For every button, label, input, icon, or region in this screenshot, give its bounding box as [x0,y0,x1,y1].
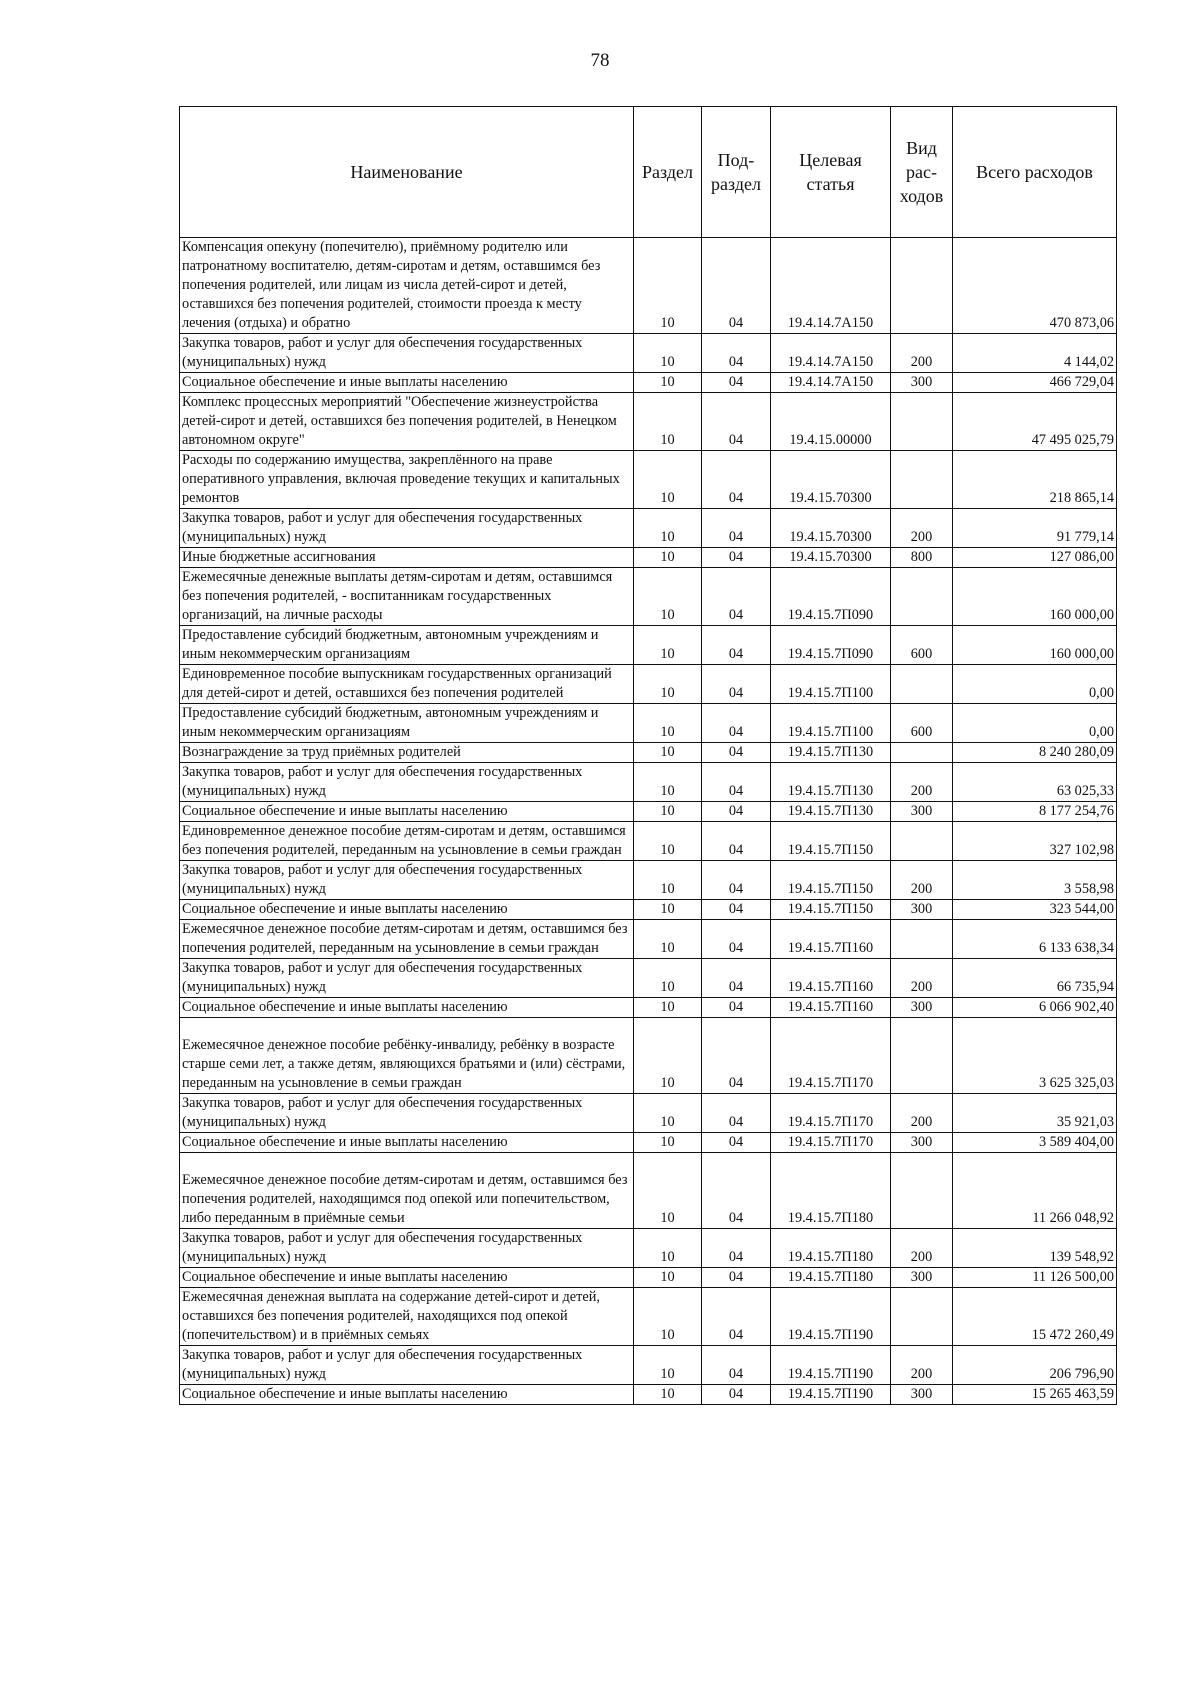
table-row [180,334,1117,373]
cell-section: 10 [634,568,702,626]
table-row [180,998,1117,1018]
cell-section: 10 [634,763,702,802]
cell-kind: 800 [891,548,953,568]
cell-total: 466 729,04 [953,373,1117,393]
cell-total: 91 779,14 [953,509,1117,548]
cell-total: 160 000,00 [953,568,1117,626]
cell-subsection: 04 [702,704,771,743]
cell-subsection: 04 [702,1153,771,1229]
table-row [180,1346,1117,1385]
cell-section: 10 [634,334,702,373]
cell-article: 19.4.15.70300 [771,548,891,568]
cell-name: Компенсация опекуну (попечителю), приёмному родителю или патронатному воспитателю, детям-сиротам и детям, оставшимся без попечения родителей, или лицам из числа детей-сирот и детей, оставшихся без попечения родителей, стоимости проезда к месту лечения (отдыха) и обратно [180,238,634,334]
cell-kind: 300 [891,1133,953,1153]
cell-subsection: 04 [702,998,771,1018]
cell-article: 19.4.15.7П160 [771,920,891,959]
table-row [180,802,1117,822]
cell-name: Ежемесячное денежное пособие детям-сиротам и детям, оставшимся без попечения родителей, переданным на усыновление в семьи граждан [180,920,634,959]
cell-subsection: 04 [702,743,771,763]
cell-article: 19.4.15.7П180 [771,1153,891,1229]
cell-subsection: 04 [702,1094,771,1133]
cell-kind: 200 [891,959,953,998]
table-row [180,704,1117,743]
cell-total: 8 177 254,76 [953,802,1117,822]
cell-subsection: 04 [702,238,771,334]
cell-section: 10 [634,373,702,393]
cell-section: 10 [634,1018,702,1094]
table-body [180,238,1117,1405]
cell-section: 10 [634,861,702,900]
cell-section: 10 [634,959,702,998]
cell-kind: 600 [891,704,953,743]
cell-section: 10 [634,1288,702,1346]
cell-section: 10 [634,626,702,665]
cell-article: 19.4.15.70300 [771,451,891,509]
cell-article: 19.4.15.7П160 [771,959,891,998]
table-header-row [180,107,1117,238]
cell-section: 10 [634,1094,702,1133]
cell-article: 19.4.15.7П150 [771,900,891,920]
cell-total: 6 066 902,40 [953,998,1117,1018]
table-row [180,568,1117,626]
table-row [180,959,1117,998]
cell-section: 10 [634,1346,702,1385]
cell-kind: 200 [891,334,953,373]
cell-total: 6 133 638,34 [953,920,1117,959]
table-row [180,920,1117,959]
cell-total: 127 086,00 [953,548,1117,568]
cell-article: 19.4.15.00000 [771,393,891,451]
cell-section: 10 [634,1268,702,1288]
cell-name: Закупка товаров, работ и услуг для обеспечения государственных (муниципальных) нужд [180,959,634,998]
cell-article: 19.4.15.7П150 [771,861,891,900]
expenditure-table [179,106,1117,1405]
cell-total: 206 796,90 [953,1346,1117,1385]
cell-article: 19.4.15.7П190 [771,1346,891,1385]
cell-section: 10 [634,665,702,704]
cell-article: 19.4.15.7П130 [771,802,891,822]
cell-subsection: 04 [702,373,771,393]
cell-total: 139 548,92 [953,1229,1117,1268]
cell-article: 19.4.15.7П180 [771,1268,891,1288]
cell-name: Социальное обеспечение и иные выплаты населению [180,802,634,822]
cell-name: Ежемесячное денежное пособие детям-сиротам и детям, оставшимся без попечения родителей, находящимся под опекой или попечительством, либо переданным в приёмные семьи [180,1153,634,1229]
cell-kind [891,238,953,334]
cell-name: Иные бюджетные ассигнования [180,548,634,568]
cell-subsection: 04 [702,959,771,998]
cell-name: Социальное обеспечение и иные выплаты населению [180,1268,634,1288]
cell-kind: 600 [891,626,953,665]
cell-article: 19.4.15.7П150 [771,822,891,861]
cell-article: 19.4.15.7П090 [771,626,891,665]
cell-name: Ежемесячное денежное пособие ребёнку-инвалиду, ребёнку в возрасте старше семи лет, а также детям, являющихся братьями и (или) сёстрами, переданным на усыновление в семьи граждан [180,1018,634,1094]
cell-total: 327 102,98 [953,822,1117,861]
cell-kind: 200 [891,763,953,802]
cell-article: 19.4.15.7П180 [771,1229,891,1268]
cell-subsection: 04 [702,393,771,451]
cell-total: 218 865,14 [953,451,1117,509]
cell-section: 10 [634,1385,702,1405]
cell-kind: 200 [891,1229,953,1268]
cell-subsection: 04 [702,509,771,548]
cell-subsection: 04 [702,1346,771,1385]
table-row [180,665,1117,704]
header-section: Раздел [634,107,702,238]
cell-subsection: 04 [702,1268,771,1288]
cell-kind: 300 [891,1385,953,1405]
cell-section: 10 [634,743,702,763]
cell-total: 3 558,98 [953,861,1117,900]
table-row [180,1133,1117,1153]
table-row [180,626,1117,665]
cell-kind: 300 [891,802,953,822]
table-row [180,1288,1117,1346]
cell-name: Единовременное денежное пособие детям-сиротам и детям, оставшимся без попечения родителей, переданным на усыновление в семьи граждан [180,822,634,861]
table-row [180,861,1117,900]
cell-subsection: 04 [702,1229,771,1268]
cell-section: 10 [634,998,702,1018]
table-row [180,509,1117,548]
cell-kind [891,920,953,959]
cell-subsection: 04 [702,665,771,704]
cell-article: 19.4.15.7П130 [771,743,891,763]
cell-subsection: 04 [702,626,771,665]
table-row [180,1094,1117,1133]
cell-kind: 200 [891,1094,953,1133]
cell-total: 66 735,94 [953,959,1117,998]
cell-name: Ежемесячная денежная выплата на содержание детей-сирот и детей, оставшихся без попечения родителей, находящихся под опекой (попечительством) и в приёмных семьях [180,1288,634,1346]
cell-total: 15 472 260,49 [953,1288,1117,1346]
cell-article: 19.4.15.7П100 [771,704,891,743]
cell-name: Социальное обеспечение и иные выплаты населению [180,900,634,920]
cell-article: 19.4.15.7П100 [771,665,891,704]
cell-article: 19.4.15.7П190 [771,1288,891,1346]
cell-article: 19.4.15.7П170 [771,1133,891,1153]
cell-name: Предоставление субсидий бюджетным, автономным учреждениям и иным некоммерческим организациям [180,704,634,743]
table-row [180,763,1117,802]
cell-kind [891,1288,953,1346]
cell-kind [891,743,953,763]
cell-subsection: 04 [702,900,771,920]
cell-kind [891,393,953,451]
cell-kind: 200 [891,1346,953,1385]
cell-kind: 200 [891,509,953,548]
cell-section: 10 [634,1133,702,1153]
cell-total: 11 126 500,00 [953,1268,1117,1288]
table-row [180,743,1117,763]
cell-kind [891,568,953,626]
cell-section: 10 [634,509,702,548]
cell-total: 470 873,06 [953,238,1117,334]
cell-kind [891,665,953,704]
cell-total: 0,00 [953,704,1117,743]
cell-subsection: 04 [702,1133,771,1153]
cell-article: 19.4.15.7П130 [771,763,891,802]
header-kind: Вид рас- ходов [891,107,953,238]
cell-name: Закупка товаров, работ и услуг для обеспечения государственных (муниципальных) нужд [180,1346,634,1385]
cell-subsection: 04 [702,802,771,822]
table-row [180,373,1117,393]
table-row [180,1153,1117,1229]
cell-subsection: 04 [702,920,771,959]
cell-name: Закупка товаров, работ и услуг для обеспечения государственных (муниципальных) нужд [180,509,634,548]
cell-name: Единовременное пособие выпускникам государственных организаций для детей-сирот и детей, оставшихся без попечения родителей [180,665,634,704]
cell-name: Закупка товаров, работ и услуг для обеспечения государственных (муниципальных) нужд [180,1229,634,1268]
table-row [180,1385,1117,1405]
cell-total: 15 265 463,59 [953,1385,1117,1405]
table-row [180,451,1117,509]
cell-kind [891,1018,953,1094]
cell-total: 8 240 280,09 [953,743,1117,763]
cell-total: 3 589 404,00 [953,1133,1117,1153]
header-total: Всего расходов [953,107,1117,238]
cell-kind: 300 [891,373,953,393]
cell-subsection: 04 [702,334,771,373]
cell-name: Ежемесячные денежные выплаты детям-сиротам и детям, оставшимся без попечения родителей, - воспитанникам государственных организаций, на личные расходы [180,568,634,626]
cell-article: 19.4.15.70300 [771,509,891,548]
cell-section: 10 [634,920,702,959]
cell-subsection: 04 [702,822,771,861]
cell-kind: 300 [891,998,953,1018]
cell-total: 323 544,00 [953,900,1117,920]
cell-kind [891,822,953,861]
cell-name: Закупка товаров, работ и услуг для обеспечения государственных (муниципальных) нужд [180,1094,634,1133]
cell-name: Закупка товаров, работ и услуг для обеспечения государственных (муниципальных) нужд [180,334,634,373]
header-subsection: Под- раздел [702,107,771,238]
table-row [180,1268,1117,1288]
cell-name: Социальное обеспечение и иные выплаты населению [180,1133,634,1153]
header-name: Наименование [180,107,634,238]
cell-section: 10 [634,451,702,509]
cell-section: 10 [634,238,702,334]
cell-article: 19.4.15.7П090 [771,568,891,626]
table-row [180,1229,1117,1268]
cell-kind: 200 [891,861,953,900]
cell-section: 10 [634,822,702,861]
cell-article: 19.4.15.7П170 [771,1018,891,1094]
cell-section: 10 [634,1153,702,1229]
cell-name: Предоставление субсидий бюджетным, автономным учреждениям и иным некоммерческим организациям [180,626,634,665]
cell-total: 160 000,00 [953,626,1117,665]
cell-article: 19.4.14.7А150 [771,238,891,334]
cell-section: 10 [634,548,702,568]
cell-total: 4 144,02 [953,334,1117,373]
cell-name: Расходы по содержанию имущества, закреплённого на праве оперативного управления, включая проведение текущих и капитальных ремонтов [180,451,634,509]
cell-subsection: 04 [702,568,771,626]
cell-subsection: 04 [702,1018,771,1094]
cell-name: Закупка товаров, работ и услуг для обеспечения государственных (муниципальных) нужд [180,763,634,802]
cell-section: 10 [634,704,702,743]
table-row [180,1018,1117,1094]
cell-article: 19.4.15.7П170 [771,1094,891,1133]
cell-article: 19.4.15.7П160 [771,998,891,1018]
cell-total: 47 495 025,79 [953,393,1117,451]
cell-total: 11 266 048,92 [953,1153,1117,1229]
cell-subsection: 04 [702,548,771,568]
cell-article: 19.4.14.7А150 [771,334,891,373]
table-row [180,900,1117,920]
cell-name: Закупка товаров, работ и услуг для обеспечения государственных (муниципальных) нужд [180,861,634,900]
cell-subsection: 04 [702,861,771,900]
cell-subsection: 04 [702,1385,771,1405]
cell-subsection: 04 [702,763,771,802]
cell-subsection: 04 [702,451,771,509]
table-row [180,393,1117,451]
table-row [180,548,1117,568]
cell-kind [891,451,953,509]
cell-name: Социальное обеспечение и иные выплаты населению [180,1385,634,1405]
cell-article: 19.4.14.7А150 [771,373,891,393]
cell-kind: 300 [891,1268,953,1288]
cell-section: 10 [634,393,702,451]
cell-total: 0,00 [953,665,1117,704]
cell-article: 19.4.15.7П190 [771,1385,891,1405]
cell-name: Социальное обеспечение и иные выплаты населению [180,373,634,393]
cell-kind: 300 [891,900,953,920]
table-row [180,822,1117,861]
cell-total: 63 025,33 [953,763,1117,802]
cell-section: 10 [634,900,702,920]
cell-section: 10 [634,802,702,822]
cell-subsection: 04 [702,1288,771,1346]
cell-section: 10 [634,1229,702,1268]
page-number: 78 [590,50,610,71]
table-row [180,238,1117,334]
cell-name: Социальное обеспечение и иные выплаты населению [180,998,634,1018]
cell-kind [891,1153,953,1229]
cell-total: 3 625 325,03 [953,1018,1117,1094]
cell-total: 35 921,03 [953,1094,1117,1133]
cell-name: Вознаграждение за труд приёмных родителей [180,743,634,763]
cell-name: Комплекс процессных мероприятий "Обеспечение жизнеустройства детей-сирот и детей, оставшихся без попечения родителей, в Ненецком автономном округе" [180,393,634,451]
header-article: Целевая статья [771,107,891,238]
